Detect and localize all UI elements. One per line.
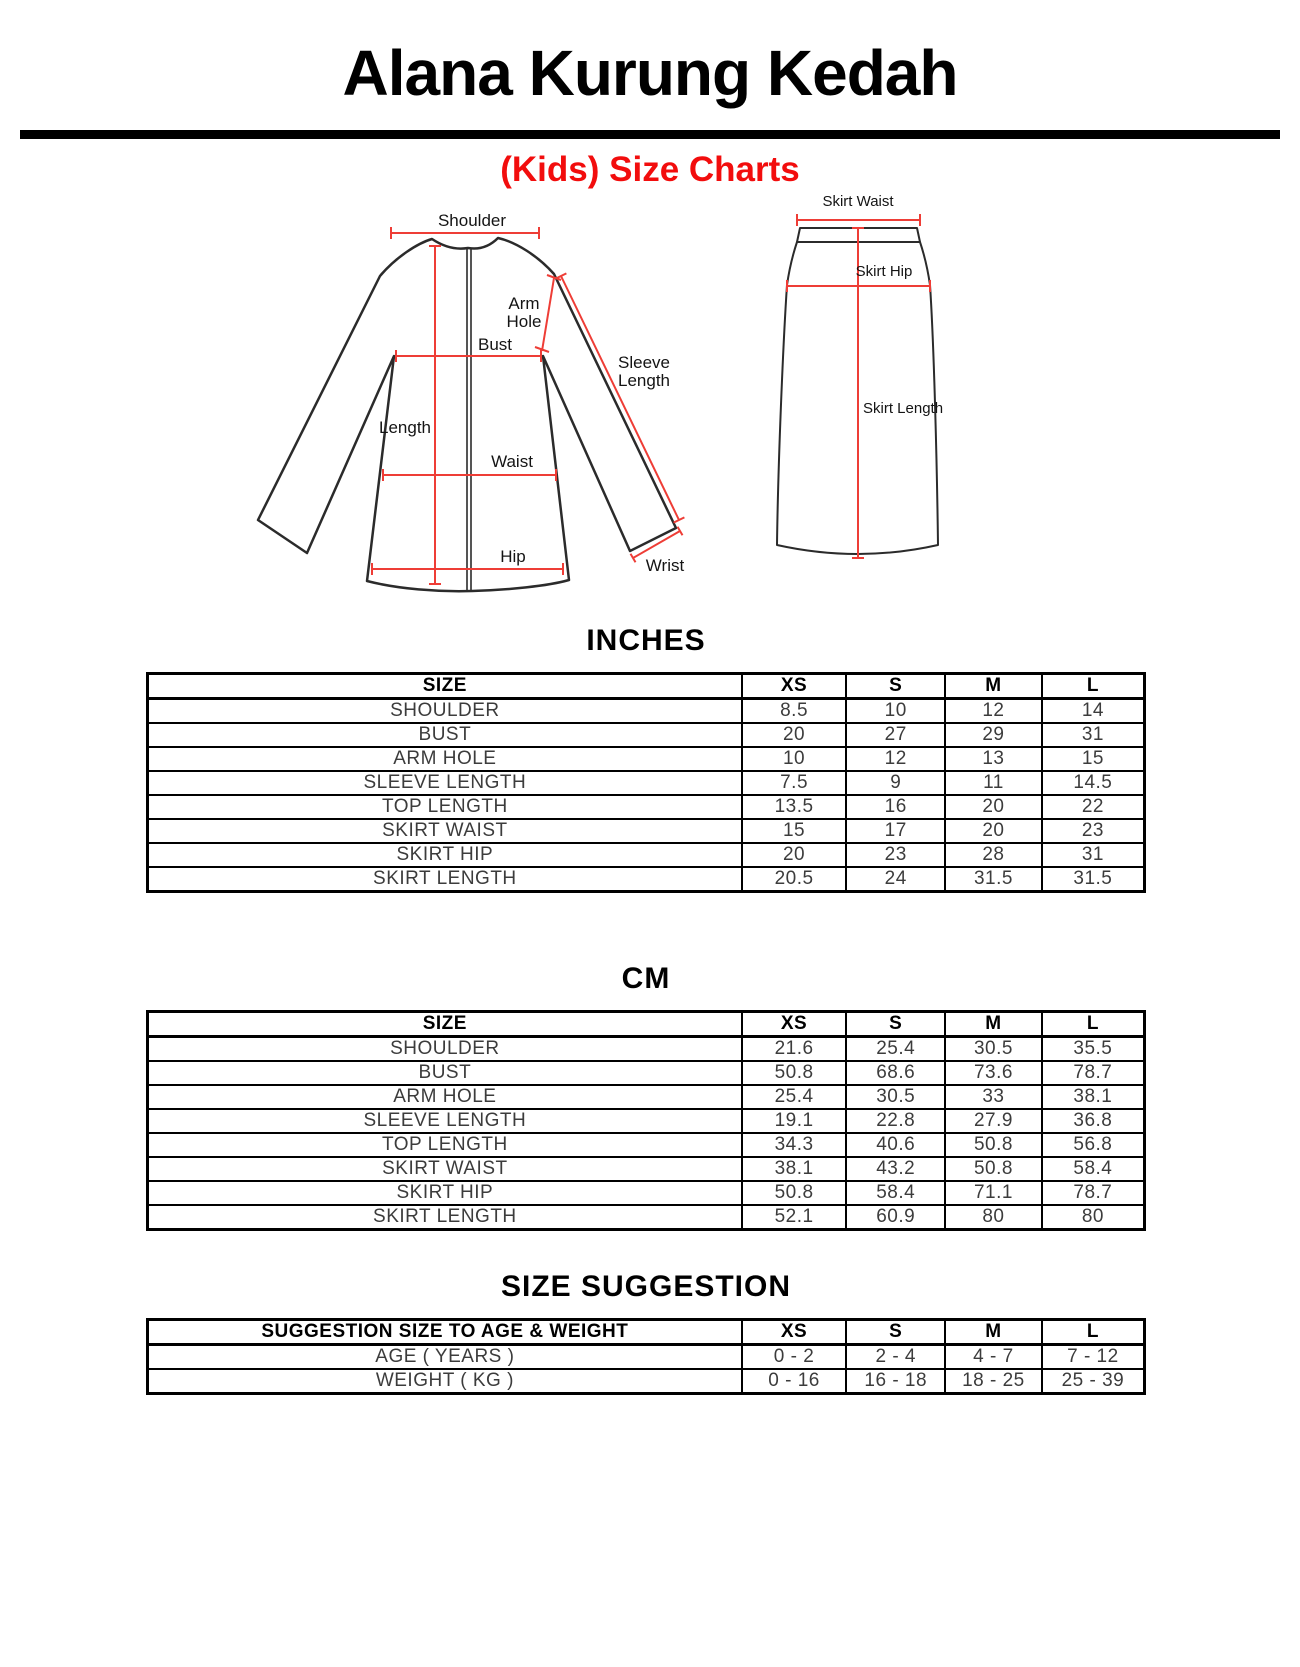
cell-value: 58.4 bbox=[846, 1181, 945, 1205]
column-header-label: SIZE bbox=[148, 1012, 742, 1037]
column-header-size: M bbox=[945, 1012, 1042, 1037]
cell-value: 22 bbox=[1042, 795, 1145, 819]
top-measurement-diagram bbox=[228, 190, 708, 602]
title-divider bbox=[20, 130, 1280, 139]
cell-value: 14.5 bbox=[1042, 771, 1145, 795]
skirt-measurement-diagram bbox=[750, 185, 960, 580]
cell-value: 40.6 bbox=[846, 1133, 945, 1157]
cell-value: 22.8 bbox=[846, 1109, 945, 1133]
cell-value: 4 - 7 bbox=[945, 1345, 1042, 1370]
cell-value: 38.1 bbox=[742, 1157, 847, 1181]
row-label: SHOULDER bbox=[148, 1037, 742, 1062]
table-row bbox=[148, 1369, 1145, 1394]
cm-section bbox=[146, 960, 1146, 1231]
table-row bbox=[148, 843, 1145, 867]
column-header-size: S bbox=[846, 674, 945, 699]
column-header-label: SIZE bbox=[148, 674, 742, 699]
row-label: TOP LENGTH bbox=[148, 795, 742, 819]
cell-value: 20 bbox=[945, 795, 1042, 819]
table-row bbox=[148, 1157, 1145, 1181]
column-header-size: XS bbox=[742, 1012, 847, 1037]
hip-label: Hip bbox=[500, 547, 526, 566]
table-row bbox=[148, 1133, 1145, 1157]
column-header-size: XS bbox=[742, 674, 847, 699]
cell-value: 24 bbox=[846, 867, 945, 892]
shoulder-label: Shoulder bbox=[437, 211, 507, 230]
cell-value: 23 bbox=[846, 843, 945, 867]
skirt-length-label: Skirt Length bbox=[863, 400, 944, 417]
cell-value: 25.4 bbox=[846, 1037, 945, 1062]
table-row bbox=[148, 699, 1145, 724]
table-row bbox=[148, 1181, 1145, 1205]
column-header-label: SUGGESTION SIZE TO AGE & WEIGHT bbox=[148, 1320, 742, 1345]
cell-value: 25 - 39 bbox=[1042, 1369, 1145, 1394]
arm-hole-label-line2: Hole bbox=[506, 312, 542, 331]
row-label: BUST bbox=[148, 1061, 742, 1085]
cell-value: 19.1 bbox=[742, 1109, 847, 1133]
table-row bbox=[148, 867, 1145, 892]
cell-value: 31.5 bbox=[1042, 867, 1145, 892]
row-label: SKIRT LENGTH bbox=[148, 1205, 742, 1230]
column-header-size: S bbox=[846, 1320, 945, 1345]
table-row bbox=[148, 1345, 1145, 1370]
column-header-size: M bbox=[945, 674, 1042, 699]
cell-value: 7 - 12 bbox=[1042, 1345, 1145, 1370]
cell-value: 43.2 bbox=[846, 1157, 945, 1181]
page-title: Alana Kurung Kedah bbox=[342, 37, 958, 109]
cell-value: 31 bbox=[1042, 723, 1145, 747]
size-suggestion-section bbox=[146, 1268, 1146, 1395]
size-suggestion-table bbox=[146, 1318, 1146, 1395]
cell-value: 15 bbox=[1042, 747, 1145, 771]
cell-value: 23 bbox=[1042, 819, 1145, 843]
cell-value: 11 bbox=[945, 771, 1042, 795]
cell-value: 80 bbox=[1042, 1205, 1145, 1230]
skirt-waist-label: Skirt Waist bbox=[822, 193, 894, 210]
cell-value: 2 - 4 bbox=[846, 1345, 945, 1370]
cell-value: 60.9 bbox=[846, 1205, 945, 1230]
table-header-row bbox=[148, 674, 1145, 699]
cell-value: 18 - 25 bbox=[945, 1369, 1042, 1394]
column-header-size: L bbox=[1042, 1012, 1145, 1037]
row-label: ARM HOLE bbox=[148, 1085, 742, 1109]
row-label: SKIRT HIP bbox=[148, 843, 742, 867]
table-row bbox=[148, 1061, 1145, 1085]
table-row bbox=[148, 1037, 1145, 1062]
size-suggestion-heading: SIZE SUGGESTION bbox=[500, 1270, 792, 1303]
column-header-size: XS bbox=[742, 1320, 847, 1345]
table-row bbox=[148, 819, 1145, 843]
sleeve-length-label-line2: Length bbox=[618, 371, 670, 390]
waist-label: Waist bbox=[491, 452, 533, 471]
row-label: TOP LENGTH bbox=[148, 1133, 742, 1157]
skirt-hip-label: Skirt Hip bbox=[855, 263, 913, 280]
cell-value: 10 bbox=[846, 699, 945, 724]
row-label: BUST bbox=[148, 723, 742, 747]
cell-value: 35.5 bbox=[1042, 1037, 1145, 1062]
column-header-size: L bbox=[1042, 674, 1145, 699]
cell-value: 73.6 bbox=[945, 1061, 1042, 1085]
cell-value: 30.5 bbox=[945, 1037, 1042, 1062]
table-row bbox=[148, 747, 1145, 771]
cell-value: 33 bbox=[945, 1085, 1042, 1109]
column-header-size: S bbox=[846, 1012, 945, 1037]
column-header-size: M bbox=[945, 1320, 1042, 1345]
table-row bbox=[148, 723, 1145, 747]
row-label: SLEEVE LENGTH bbox=[148, 771, 742, 795]
wrist-label: Wrist bbox=[645, 556, 685, 575]
table-header-row bbox=[148, 1320, 1145, 1345]
inches-heading: INCHES bbox=[586, 624, 706, 657]
table-row bbox=[148, 1085, 1145, 1109]
cell-value: 28 bbox=[945, 843, 1042, 867]
cell-value: 7.5 bbox=[742, 771, 847, 795]
cell-value: 20 bbox=[742, 843, 847, 867]
bust-label: Bust bbox=[477, 335, 513, 354]
cell-value: 16 bbox=[846, 795, 945, 819]
sleeve-length-label-line1: Sleeve bbox=[618, 353, 670, 372]
cell-value: 68.6 bbox=[846, 1061, 945, 1085]
cell-value: 78.7 bbox=[1042, 1181, 1145, 1205]
cell-value: 20 bbox=[742, 723, 847, 747]
row-label: AGE ( YEARS ) bbox=[148, 1345, 742, 1370]
cell-value: 56.8 bbox=[1042, 1133, 1145, 1157]
row-label: SHOULDER bbox=[148, 699, 742, 724]
cell-value: 20.5 bbox=[742, 867, 847, 892]
inches-section bbox=[146, 622, 1146, 893]
page-subtitle: (Kids) Size Charts bbox=[500, 150, 800, 189]
cm-heading: CM bbox=[621, 962, 671, 995]
cell-value: 80 bbox=[945, 1205, 1042, 1230]
cell-value: 27 bbox=[846, 723, 945, 747]
row-label: SKIRT LENGTH bbox=[148, 867, 742, 892]
cell-value: 50.8 bbox=[945, 1157, 1042, 1181]
row-label: WEIGHT ( KG ) bbox=[148, 1369, 742, 1394]
cell-value: 12 bbox=[945, 699, 1042, 724]
cell-value: 30.5 bbox=[846, 1085, 945, 1109]
cell-value: 13 bbox=[945, 747, 1042, 771]
length-label: Length bbox=[379, 418, 431, 437]
cell-value: 50.8 bbox=[742, 1181, 847, 1205]
arm-hole-label-line1: Arm bbox=[508, 294, 540, 313]
cell-value: 29 bbox=[945, 723, 1042, 747]
cell-value: 17 bbox=[846, 819, 945, 843]
cell-value: 20 bbox=[945, 819, 1042, 843]
table-header-row bbox=[148, 1012, 1145, 1037]
cell-value: 36.8 bbox=[1042, 1109, 1145, 1133]
inches-table bbox=[146, 672, 1146, 893]
cell-value: 0 - 2 bbox=[742, 1345, 847, 1370]
cell-value: 34.3 bbox=[742, 1133, 847, 1157]
cell-value: 31 bbox=[1042, 843, 1145, 867]
cell-value: 0 - 16 bbox=[742, 1369, 847, 1394]
cm-table bbox=[146, 1010, 1146, 1231]
cell-value: 10 bbox=[742, 747, 847, 771]
row-label: SKIRT HIP bbox=[148, 1181, 742, 1205]
cell-value: 12 bbox=[846, 747, 945, 771]
cell-value: 9 bbox=[846, 771, 945, 795]
row-label: ARM HOLE bbox=[148, 747, 742, 771]
cell-value: 31.5 bbox=[945, 867, 1042, 892]
table-row bbox=[148, 1205, 1145, 1230]
cell-value: 50.8 bbox=[945, 1133, 1042, 1157]
table-row bbox=[148, 1109, 1145, 1133]
cell-value: 14 bbox=[1042, 699, 1145, 724]
cell-value: 71.1 bbox=[945, 1181, 1042, 1205]
row-label: SKIRT WAIST bbox=[148, 819, 742, 843]
table-row bbox=[148, 795, 1145, 819]
cell-value: 38.1 bbox=[1042, 1085, 1145, 1109]
cell-value: 52.1 bbox=[742, 1205, 847, 1230]
column-header-size: L bbox=[1042, 1320, 1145, 1345]
cell-value: 21.6 bbox=[742, 1037, 847, 1062]
cell-value: 25.4 bbox=[742, 1085, 847, 1109]
cell-value: 78.7 bbox=[1042, 1061, 1145, 1085]
cell-value: 16 - 18 bbox=[846, 1369, 945, 1394]
cell-value: 50.8 bbox=[742, 1061, 847, 1085]
cell-value: 8.5 bbox=[742, 699, 847, 724]
cell-value: 13.5 bbox=[742, 795, 847, 819]
cell-value: 27.9 bbox=[945, 1109, 1042, 1133]
row-label: SKIRT WAIST bbox=[148, 1157, 742, 1181]
cell-value: 15 bbox=[742, 819, 847, 843]
row-label: SLEEVE LENGTH bbox=[148, 1109, 742, 1133]
table-row bbox=[148, 771, 1145, 795]
cell-value: 58.4 bbox=[1042, 1157, 1145, 1181]
